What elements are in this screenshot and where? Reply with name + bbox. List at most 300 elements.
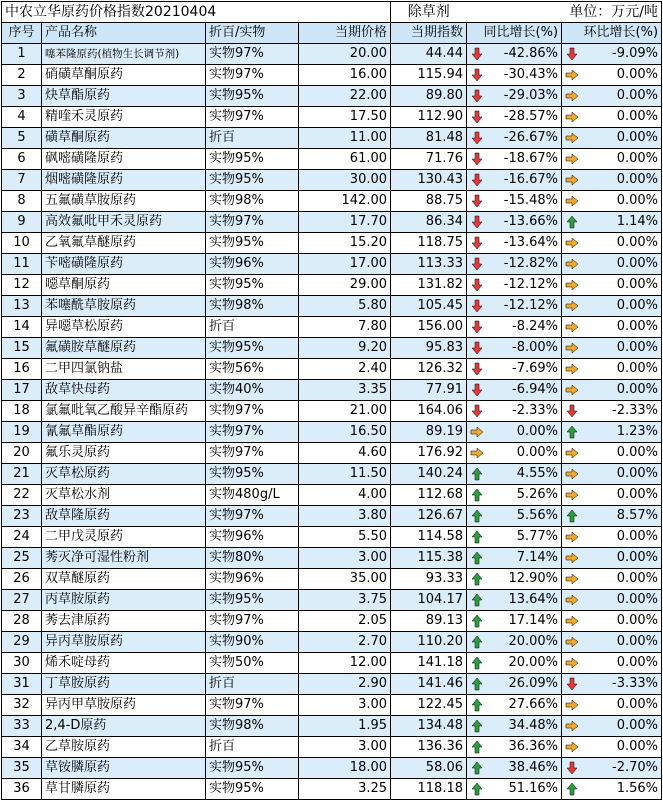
yoy-value: -28.57% <box>503 109 559 124</box>
cell-mom <box>562 296 662 317</box>
cell-index: 134.48 <box>391 716 467 737</box>
cell-product-name: 异丙甲草胺原药 <box>42 695 206 716</box>
cell-no: 8 <box>2 191 42 212</box>
cell-no: 12 <box>2 275 42 296</box>
cell-price: 18.00 <box>299 758 391 779</box>
cell-basis: 实物95% <box>206 86 299 107</box>
yoy-value: -13.64% <box>503 235 559 250</box>
cell-no: 25 <box>2 548 42 569</box>
col-header-no: 序号 <box>2 23 42 44</box>
category-label: 除草剂 <box>391 2 467 23</box>
cell-product-name: 莠去津原药 <box>42 611 206 632</box>
cell-product-name: 高效氟吡甲禾灵原药 <box>42 212 206 233</box>
cell-price: 2.05 <box>299 611 391 632</box>
cell-no: 26 <box>2 569 42 590</box>
cell-product-name: 莠灭净可湿性粉剂 <box>42 548 206 569</box>
cell-price: 9.20 <box>299 338 391 359</box>
yoy-value: -42.86% <box>503 46 559 61</box>
cell-index: 115.38 <box>391 548 467 569</box>
yoy-value: 17.14% <box>508 613 559 628</box>
yoy-value: 20.00% <box>508 634 559 649</box>
cell-mom <box>562 359 662 380</box>
cell-product-name: 双草醚原药 <box>42 569 206 590</box>
mom-value: 0.00% <box>616 130 659 145</box>
cell-yoy <box>467 86 562 107</box>
cell-product-name: 丁草胺原药 <box>42 674 206 695</box>
cell-price: 142.00 <box>299 191 391 212</box>
cell-product-name: 氟乐灵原药 <box>42 443 206 464</box>
cell-mom <box>562 275 662 296</box>
cell-index: 44.44 <box>391 44 467 65</box>
cell-yoy <box>467 506 562 527</box>
table-row <box>2 695 662 716</box>
cell-basis: 实物97% <box>206 65 299 86</box>
cell-product-name: 灭草松原药 <box>42 464 206 485</box>
cell-product-name: 精喹禾灵原药 <box>42 107 206 128</box>
cell-no: 29 <box>2 632 42 653</box>
cell-product-name: 灭草松水剂 <box>42 485 206 506</box>
cell-no: 18 <box>2 401 42 422</box>
cell-yoy <box>467 674 562 695</box>
yoy-value: 5.26% <box>516 487 559 502</box>
cell-price: 20.00 <box>299 44 391 65</box>
cell-basis: 实物98% <box>206 191 299 212</box>
cell-price: 3.80 <box>299 506 391 527</box>
cell-no: 20 <box>2 443 42 464</box>
cell-mom <box>562 212 662 233</box>
cell-basis: 实物95% <box>206 149 299 170</box>
cell-index: 115.94 <box>391 65 467 86</box>
cell-basis: 实物97% <box>206 506 299 527</box>
cell-yoy <box>467 422 562 443</box>
cell-yoy <box>467 695 562 716</box>
cell-basis: 实物95% <box>206 758 299 779</box>
table-row <box>2 716 662 737</box>
table-row <box>2 233 662 254</box>
cell-product-name: 噻苯隆原药(植物生长调节剂) <box>42 44 206 65</box>
cell-index: 140.24 <box>391 464 467 485</box>
mom-value: 0.00% <box>616 88 659 103</box>
cell-product-name: 乙氧氟草醚原药 <box>42 233 206 254</box>
table-row <box>2 464 662 485</box>
yoy-value: -30.43% <box>503 67 559 82</box>
cell-basis: 实物97% <box>206 107 299 128</box>
cell-product-name: 烯禾啶母药 <box>42 653 206 674</box>
cell-index: 104.17 <box>391 590 467 611</box>
yoy-value: 20.00% <box>508 655 559 670</box>
cell-no: 27 <box>2 590 42 611</box>
cell-product-name: 苯噻酰草胺原药 <box>42 296 206 317</box>
yoy-value: -29.03% <box>503 88 559 103</box>
cell-mom <box>562 716 662 737</box>
cell-index: 176.92 <box>391 443 467 464</box>
cell-no: 2 <box>2 65 42 86</box>
cell-price: 2.90 <box>299 674 391 695</box>
cell-price: 17.70 <box>299 212 391 233</box>
cell-no: 21 <box>2 464 42 485</box>
table-row <box>2 317 662 338</box>
cell-mom <box>562 107 662 128</box>
cell-index: 118.75 <box>391 233 467 254</box>
cell-index: 58.06 <box>391 758 467 779</box>
cell-basis: 实物98% <box>206 296 299 317</box>
cell-price: 30.00 <box>299 170 391 191</box>
cell-index: 118.18 <box>391 779 467 800</box>
cell-no: 13 <box>2 296 42 317</box>
cell-price: 4.00 <box>299 485 391 506</box>
yoy-value: -26.67% <box>503 130 559 145</box>
cell-mom <box>562 548 662 569</box>
table-row <box>2 443 662 464</box>
cell-yoy <box>467 548 562 569</box>
table-row <box>2 44 662 65</box>
cell-product-name: 乙草胺原药 <box>42 737 206 758</box>
cell-index: 95.83 <box>391 338 467 359</box>
table-row <box>2 611 662 632</box>
table-row <box>2 170 662 191</box>
yoy-value: 0.00% <box>516 445 559 460</box>
cell-product-name: 炔草酯原药 <box>42 86 206 107</box>
cell-mom <box>562 485 662 506</box>
cell-yoy <box>467 65 562 86</box>
yoy-value: 5.77% <box>516 529 559 544</box>
cell-basis: 实物56% <box>206 359 299 380</box>
cell-price: 61.00 <box>299 149 391 170</box>
cell-index: 112.68 <box>391 485 467 506</box>
cell-no: 28 <box>2 611 42 632</box>
col-header-price: 当期价格 <box>299 23 391 44</box>
cell-yoy <box>467 611 562 632</box>
title-row <box>2 2 662 23</box>
cell-basis: 实物50% <box>206 653 299 674</box>
cell-yoy <box>467 254 562 275</box>
cell-product-name: 异丙草胺原药 <box>42 632 206 653</box>
yoy-value: -15.48% <box>503 193 559 208</box>
mom-value: 0.00% <box>616 592 659 607</box>
cell-no: 15 <box>2 338 42 359</box>
table-row <box>2 758 662 779</box>
table-row <box>2 296 662 317</box>
cell-price: 3.00 <box>299 548 391 569</box>
cell-product-name: 二甲戊灵原药 <box>42 527 206 548</box>
col-header-name: 产品名称 <box>42 23 206 44</box>
table-row <box>2 632 662 653</box>
mom-value: 0.00% <box>616 697 659 712</box>
cell-no: 14 <box>2 317 42 338</box>
cell-index: 113.33 <box>391 254 467 275</box>
mom-value: 0.00% <box>616 193 659 208</box>
yoy-value: -8.00% <box>512 340 559 355</box>
mom-value: 0.00% <box>616 340 659 355</box>
mom-value: 0.00% <box>616 487 659 502</box>
cell-mom <box>562 233 662 254</box>
cell-mom <box>562 65 662 86</box>
cell-product-name: 五氟磺草胺原药 <box>42 191 206 212</box>
yoy-value: -8.24% <box>512 319 559 334</box>
cell-mom <box>562 380 662 401</box>
cell-yoy <box>467 380 562 401</box>
cell-yoy <box>467 275 562 296</box>
yoy-value: 38.46% <box>508 760 559 775</box>
yoy-value: -7.69% <box>512 361 559 376</box>
cell-mom <box>562 86 662 107</box>
cell-yoy <box>467 590 562 611</box>
cell-basis: 实物90% <box>206 632 299 653</box>
yoy-value: 7.14% <box>516 550 559 565</box>
yoy-value: -12.12% <box>503 277 559 292</box>
table-row <box>2 380 662 401</box>
cell-basis: 实物95% <box>206 779 299 800</box>
cell-mom <box>562 464 662 485</box>
cell-price: 3.00 <box>299 695 391 716</box>
cell-index: 164.06 <box>391 401 467 422</box>
cell-index: 141.46 <box>391 674 467 695</box>
yoy-value: -18.67% <box>503 151 559 166</box>
cell-mom <box>562 611 662 632</box>
cell-basis: 实物95% <box>206 233 299 254</box>
cell-mom <box>562 506 662 527</box>
mom-value: 0.00% <box>616 382 659 397</box>
cell-product-name: 硝磺草酮原药 <box>42 65 206 86</box>
yoy-value: -12.82% <box>503 256 559 271</box>
cell-price: 17.00 <box>299 254 391 275</box>
cell-yoy <box>467 212 562 233</box>
cell-no: 11 <box>2 254 42 275</box>
report-title: 中农立华原药价格指数20210404 <box>2 2 391 23</box>
yoy-value: -13.66% <box>503 214 559 229</box>
mom-value: -9.09% <box>612 46 659 61</box>
yoy-value: 0.00% <box>516 424 559 439</box>
cell-product-name: 氯氟吡氧乙酸异辛酯原药 <box>42 401 206 422</box>
price-index-table <box>1 1 662 800</box>
cell-index: 131.82 <box>391 275 467 296</box>
yoy-value: -2.33% <box>512 403 559 418</box>
cell-product-name: 草甘膦原药 <box>42 779 206 800</box>
cell-index: 141.18 <box>391 653 467 674</box>
cell-no: 4 <box>2 107 42 128</box>
mom-value: 1.56% <box>616 781 659 796</box>
cell-price: 16.00 <box>299 65 391 86</box>
cell-mom <box>562 128 662 149</box>
table-row <box>2 107 662 128</box>
cell-no: 5 <box>2 128 42 149</box>
table-row <box>2 737 662 758</box>
cell-index: 71.76 <box>391 149 467 170</box>
table-row <box>2 506 662 527</box>
cell-product-name: 二甲四氯钠盐 <box>42 359 206 380</box>
mom-value: 0.00% <box>616 151 659 166</box>
header-row <box>2 23 662 44</box>
cell-basis: 实物96% <box>206 527 299 548</box>
table-body <box>2 44 662 800</box>
yoy-value: 4.55% <box>516 466 559 481</box>
cell-price: 2.40 <box>299 359 391 380</box>
cell-mom <box>562 191 662 212</box>
cell-product-name: 烟嘧磺隆原药 <box>42 170 206 191</box>
cell-yoy <box>467 170 562 191</box>
mom-value: 0.00% <box>616 550 659 565</box>
cell-mom <box>562 254 662 275</box>
cell-no: 16 <box>2 359 42 380</box>
cell-yoy <box>467 191 562 212</box>
cell-price: 2.70 <box>299 632 391 653</box>
cell-basis: 实物97% <box>206 212 299 233</box>
cell-index: 105.45 <box>391 296 467 317</box>
yoy-value: 13.64% <box>508 592 559 607</box>
cell-basis: 实物95% <box>206 338 299 359</box>
cell-yoy <box>467 317 562 338</box>
cell-basis: 实物97% <box>206 611 299 632</box>
cell-basis: 实物97% <box>206 695 299 716</box>
yoy-value: -16.67% <box>503 172 559 187</box>
cell-price: 12.00 <box>299 653 391 674</box>
cell-index: 122.45 <box>391 695 467 716</box>
cell-product-name: 2,4-D原药 <box>42 716 206 737</box>
cell-no: 32 <box>2 695 42 716</box>
cell-basis: 实物80% <box>206 548 299 569</box>
cell-yoy <box>467 128 562 149</box>
cell-price: 5.80 <box>299 296 391 317</box>
cell-price: 22.00 <box>299 86 391 107</box>
mom-value: 0.00% <box>616 718 659 733</box>
cell-product-name: 丙草胺原药 <box>42 590 206 611</box>
cell-no: 33 <box>2 716 42 737</box>
cell-no: 23 <box>2 506 42 527</box>
cell-yoy <box>467 527 562 548</box>
table-row <box>2 86 662 107</box>
cell-price: 3.35 <box>299 380 391 401</box>
mom-value: 1.23% <box>616 424 659 439</box>
cell-basis: 实物97% <box>206 401 299 422</box>
cell-index: 89.19 <box>391 422 467 443</box>
mom-value: 0.00% <box>616 571 659 586</box>
cell-yoy <box>467 464 562 485</box>
cell-product-name: 苄嘧磺隆原药 <box>42 254 206 275</box>
cell-yoy <box>467 569 562 590</box>
cell-mom <box>562 674 662 695</box>
cell-mom <box>562 695 662 716</box>
cell-no: 35 <box>2 758 42 779</box>
cell-no: 9 <box>2 212 42 233</box>
cell-basis: 折百 <box>206 317 299 338</box>
cell-index: 126.32 <box>391 359 467 380</box>
col-header-yoy: 同比增长(%) <box>467 23 562 44</box>
cell-no: 3 <box>2 86 42 107</box>
table-row <box>2 149 662 170</box>
table-row <box>2 779 662 800</box>
cell-no: 10 <box>2 233 42 254</box>
cell-price: 3.00 <box>299 737 391 758</box>
cell-no: 7 <box>2 170 42 191</box>
table-row <box>2 254 662 275</box>
cell-basis: 实物97% <box>206 443 299 464</box>
cell-mom <box>562 401 662 422</box>
cell-price: 35.00 <box>299 569 391 590</box>
cell-mom <box>562 590 662 611</box>
cell-mom <box>562 149 662 170</box>
cell-price: 1.95 <box>299 716 391 737</box>
cell-mom <box>562 443 662 464</box>
cell-product-name: 磺草酮原药 <box>42 128 206 149</box>
cell-mom <box>562 422 662 443</box>
cell-no: 31 <box>2 674 42 695</box>
cell-no: 22 <box>2 485 42 506</box>
cell-product-name: 草铵膦原药 <box>42 758 206 779</box>
cell-product-name: 氟磺胺草醚原药 <box>42 338 206 359</box>
cell-mom <box>562 44 662 65</box>
cell-mom <box>562 317 662 338</box>
table-row <box>2 653 662 674</box>
cell-product-name: 异噁草松原药 <box>42 317 206 338</box>
cell-mom <box>562 569 662 590</box>
yoy-value: 51.16% <box>508 781 559 796</box>
cell-index: 110.20 <box>391 632 467 653</box>
cell-mom <box>562 653 662 674</box>
cell-yoy <box>467 233 562 254</box>
cell-index: 126.67 <box>391 506 467 527</box>
mom-value: 1.14% <box>616 214 659 229</box>
cell-index: 89.13 <box>391 611 467 632</box>
cell-product-name: 敌草快母药 <box>42 380 206 401</box>
mom-value: 0.00% <box>616 466 659 481</box>
mom-value: 0.00% <box>616 235 659 250</box>
mom-value: 0.00% <box>616 361 659 376</box>
cell-price: 17.50 <box>299 107 391 128</box>
cell-basis: 实物98% <box>206 716 299 737</box>
cell-index: 130.43 <box>391 170 467 191</box>
cell-mom <box>562 737 662 758</box>
cell-basis: 实物96% <box>206 254 299 275</box>
cell-price: 21.00 <box>299 401 391 422</box>
mom-value: 0.00% <box>616 613 659 628</box>
table-row <box>2 275 662 296</box>
mom-value: 0.00% <box>616 298 659 313</box>
yoy-value: 27.66% <box>508 697 559 712</box>
cell-price: 7.80 <box>299 317 391 338</box>
cell-yoy <box>467 338 562 359</box>
cell-basis: 折百 <box>206 737 299 758</box>
table-row <box>2 422 662 443</box>
cell-index: 136.36 <box>391 737 467 758</box>
yoy-value: 26.09% <box>508 676 559 691</box>
cell-basis: 实物96% <box>206 569 299 590</box>
cell-basis: 实物40% <box>206 380 299 401</box>
cell-index: 112.90 <box>391 107 467 128</box>
cell-yoy <box>467 632 562 653</box>
cell-mom <box>562 338 662 359</box>
cell-yoy <box>467 44 562 65</box>
cell-mom <box>562 779 662 800</box>
yoy-value: -6.94% <box>512 382 559 397</box>
cell-yoy <box>467 758 562 779</box>
cell-index: 93.33 <box>391 569 467 590</box>
cell-basis: 实物97% <box>206 44 299 65</box>
cell-index: 156.00 <box>391 317 467 338</box>
mom-value: 0.00% <box>616 634 659 649</box>
cell-yoy <box>467 296 562 317</box>
cell-no: 34 <box>2 737 42 758</box>
table-row <box>2 191 662 212</box>
cell-price: 11.00 <box>299 128 391 149</box>
mom-value: 0.00% <box>616 67 659 82</box>
unit-label: 单位：万元/吨 <box>467 2 662 23</box>
cell-index: 86.34 <box>391 212 467 233</box>
mom-value: 0.00% <box>616 109 659 124</box>
col-header-index: 当期指数 <box>391 23 467 44</box>
mom-value: -2.33% <box>612 403 659 418</box>
table-row <box>2 674 662 695</box>
mom-value: 8.57% <box>616 508 659 523</box>
